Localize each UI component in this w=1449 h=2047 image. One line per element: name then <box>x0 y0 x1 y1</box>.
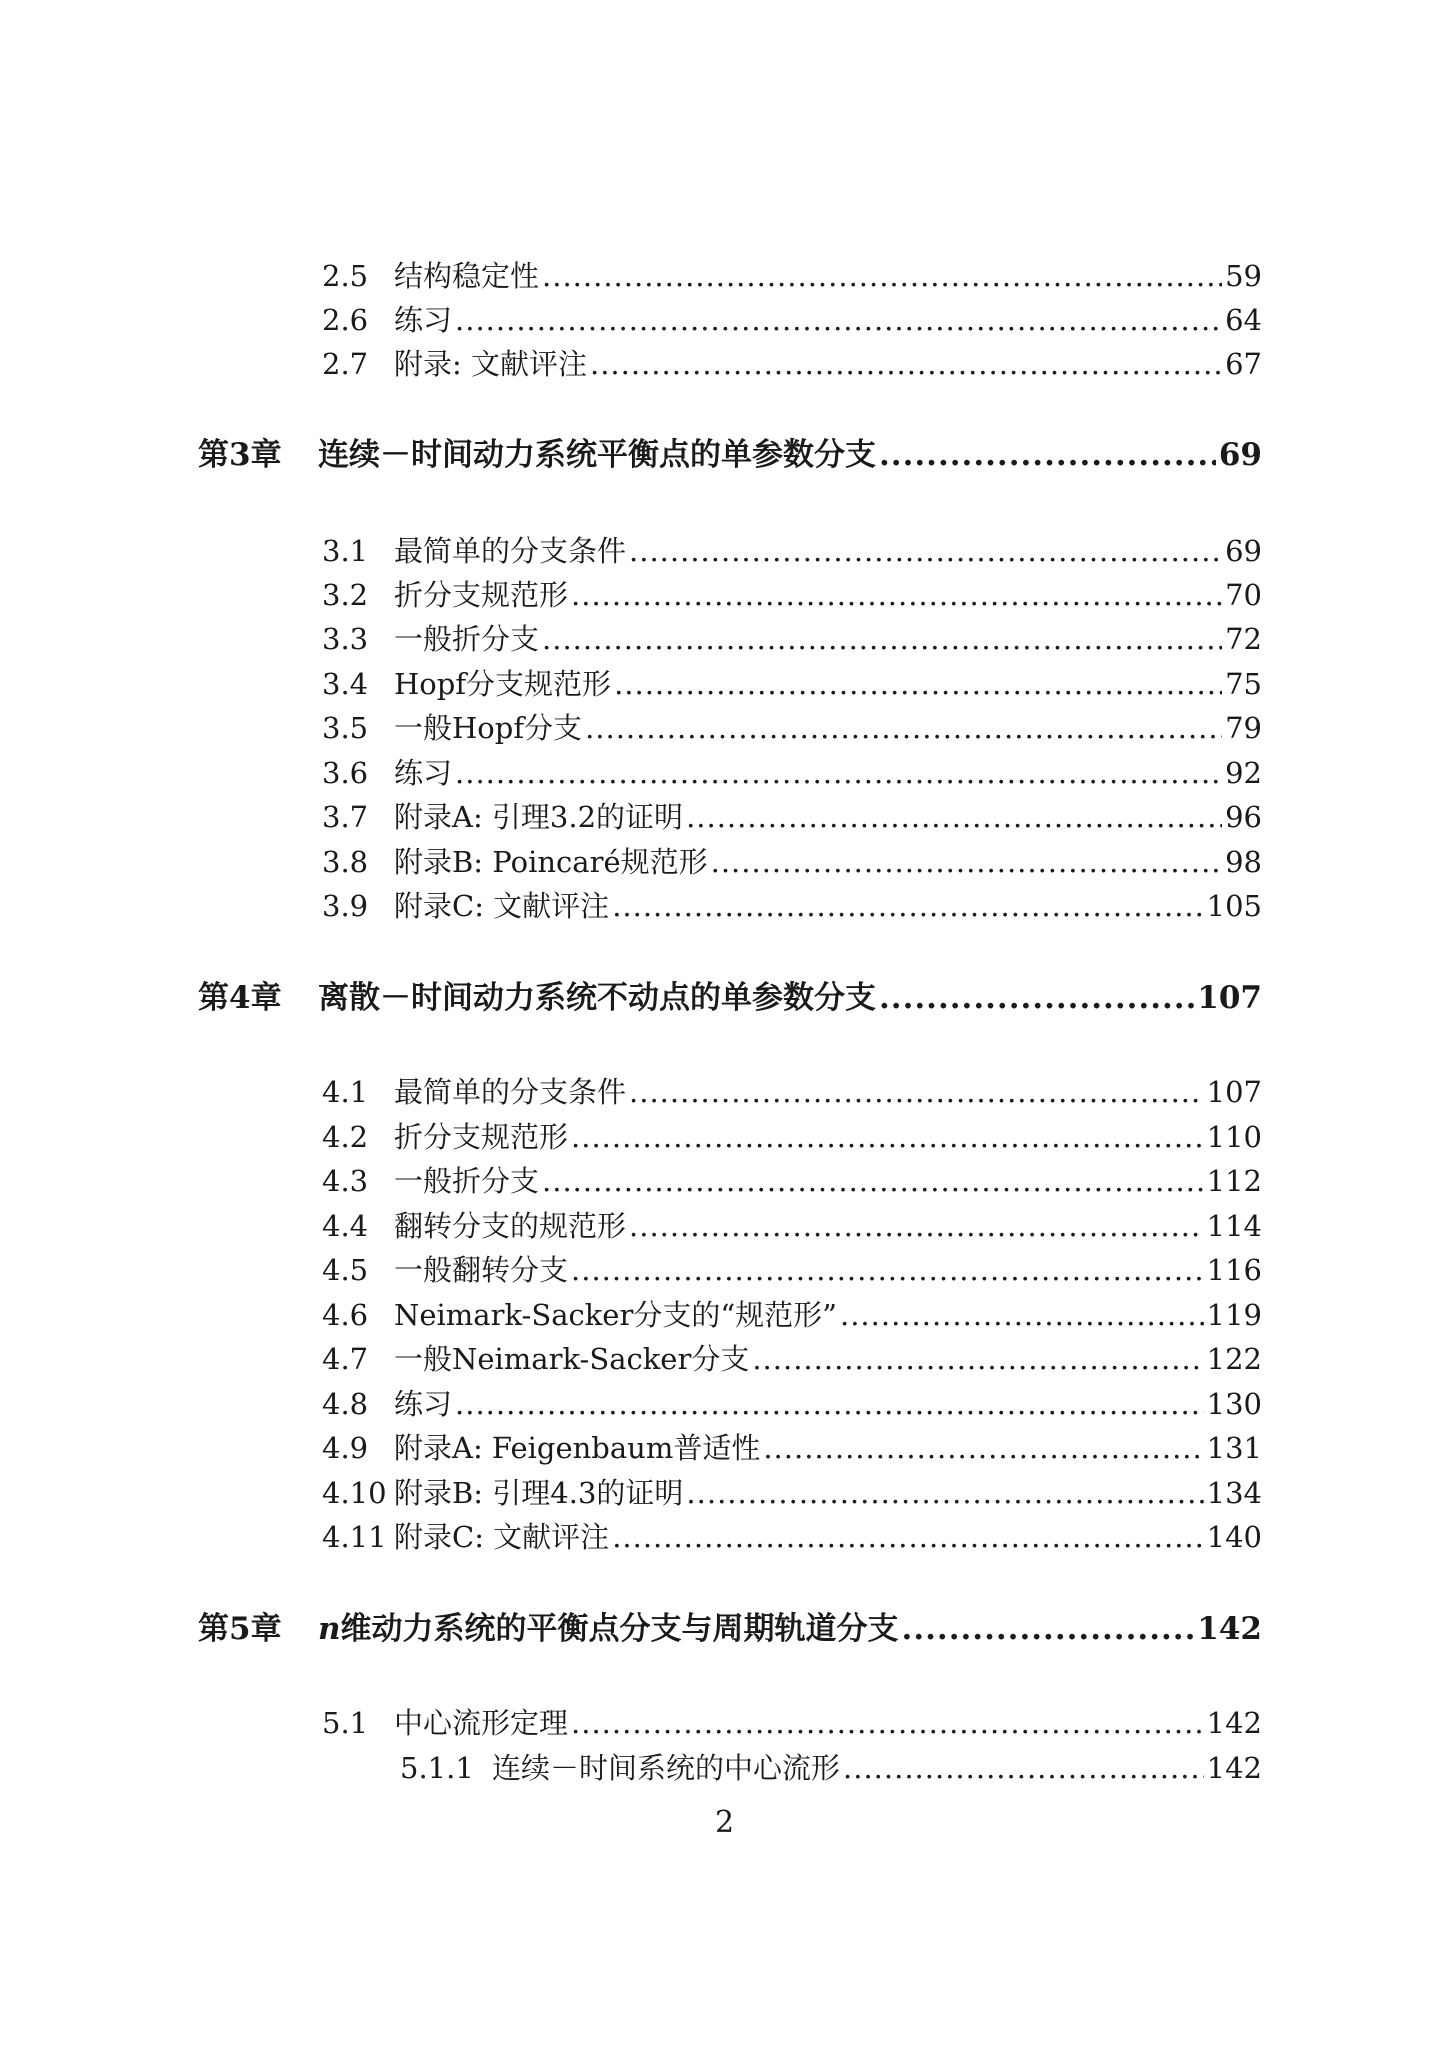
chapter-title <box>318 1609 899 1649</box>
entry-title: 一般翻转分支 <box>394 1253 569 1287</box>
dot-leader <box>571 1703 1204 1743</box>
toc-entry[interactable] <box>322 842 1262 882</box>
dot-leader <box>571 575 1222 615</box>
entry-title: 练习 <box>394 303 453 337</box>
dot-leader <box>902 1609 1195 1649</box>
entry-number: 3.1 <box>322 534 369 568</box>
toc-chapter-entry[interactable] <box>198 435 1262 475</box>
dot-leader <box>455 1384 1204 1424</box>
toc-entry[interactable] <box>322 1117 1262 1157</box>
toc-entry[interactable] <box>322 619 1262 659</box>
entry-page-number: 140 <box>1206 1520 1262 1554</box>
chapter-number: 第3章 <box>198 437 282 473</box>
dot-leader <box>843 1748 1204 1788</box>
entry-page-number: 114 <box>1206 1209 1262 1243</box>
toc-entry[interactable] <box>322 664 1262 704</box>
entry-number: 4.10 <box>322 1476 387 1510</box>
chapter-page-number: 69 <box>1218 437 1262 473</box>
entry-number: 3.4 <box>322 667 369 701</box>
entry-number: 4.6 <box>322 1298 369 1332</box>
dot-leader <box>455 753 1222 793</box>
dot-leader <box>840 1295 1204 1335</box>
toc-entry[interactable] <box>322 1206 1262 1246</box>
entry-number: 2.6 <box>322 303 369 337</box>
entry-number: 2.5 <box>322 259 369 293</box>
entry-page-number: 70 <box>1225 578 1262 612</box>
entry-title: 附录B: Poincaré规范形 <box>394 845 708 879</box>
entry-number: 3.2 <box>322 578 369 612</box>
entry-title: 最简单的分支条件 <box>394 1075 627 1109</box>
chapter-number: 第5章 <box>198 1611 282 1647</box>
dot-leader <box>571 1250 1204 1290</box>
entry-number: 3.9 <box>322 889 369 923</box>
entry-page-number: 67 <box>1225 347 1262 381</box>
dot-leader <box>686 797 1222 837</box>
entry-number: 3.8 <box>322 845 369 879</box>
entry-title: 附录: 文献评注 <box>394 347 587 381</box>
dot-leader <box>879 978 1194 1018</box>
entry-title: 一般Hopf分支 <box>394 711 583 745</box>
toc-entry[interactable] <box>322 1428 1262 1468</box>
entry-page-number: 130 <box>1206 1387 1262 1421</box>
entry-title: 附录B: 引理4.3的证明 <box>394 1476 684 1510</box>
entry-title: 练习 <box>394 756 453 790</box>
entry-number: 2.7 <box>322 347 369 381</box>
entry-title: 结构稳定性 <box>394 259 540 293</box>
chapter-title-text: 维动力系统的平衡点分支与周期轨道分支 <box>340 1611 899 1647</box>
dot-leader <box>571 1117 1204 1157</box>
chapter-title: 连续－时间动力系统平衡点的单参数分支 <box>318 437 876 473</box>
toc-entry[interactable] <box>322 753 1262 793</box>
dot-leader <box>542 1161 1204 1201</box>
entry-number: 4.7 <box>322 1342 369 1376</box>
toc-entry[interactable] <box>322 708 1262 748</box>
toc-entry[interactable] <box>322 256 1262 296</box>
entry-title: 一般折分支 <box>394 622 540 656</box>
entry-page-number: 131 <box>1206 1431 1262 1465</box>
entry-page-number: 75 <box>1225 667 1262 701</box>
chapter-page-number: 142 <box>1197 1611 1262 1647</box>
toc-entry[interactable] <box>322 1473 1262 1513</box>
chapter-title-variable: n <box>318 1611 341 1647</box>
entry-title: 折分支规范形 <box>394 578 569 612</box>
entry-title: Hopf分支规范形 <box>394 667 612 701</box>
entry-page-number: 112 <box>1206 1164 1262 1198</box>
entry-title: 翻转分支的规范形 <box>394 1209 627 1243</box>
chapter-number: 第4章 <box>198 980 282 1016</box>
toc-entry[interactable] <box>322 1384 1262 1424</box>
page-number-footer: 2 <box>714 1805 735 1840</box>
entry-title: 折分支规范形 <box>394 1120 569 1154</box>
entry-number: 3.5 <box>322 711 369 745</box>
dot-leader <box>455 300 1222 340</box>
entry-number: 4.8 <box>322 1387 369 1421</box>
entry-title: 一般折分支 <box>394 1164 540 1198</box>
dot-leader <box>585 708 1222 748</box>
dot-leader <box>614 664 1222 704</box>
dot-leader <box>879 435 1216 475</box>
entry-number: 4.3 <box>322 1164 369 1198</box>
entry-number: 4.1 <box>322 1075 369 1109</box>
dot-leader <box>763 1428 1203 1468</box>
entry-page-number: 64 <box>1225 303 1262 337</box>
toc-entry[interactable] <box>322 1517 1262 1557</box>
entry-title: 附录C: 文献评注 <box>394 1520 610 1554</box>
chapter-title: 离散－时间动力系统不动点的单参数分支 <box>318 980 876 1016</box>
entry-page-number: 116 <box>1206 1253 1262 1287</box>
dot-leader <box>612 886 1203 926</box>
entry-page-number: 72 <box>1225 622 1262 656</box>
entry-page-number: 134 <box>1206 1476 1262 1510</box>
entry-page-number: 107 <box>1206 1075 1262 1109</box>
entry-page-number: 96 <box>1225 800 1262 834</box>
dot-leader <box>629 1206 1204 1246</box>
toc-chapter-entry[interactable] <box>198 978 1262 1018</box>
entry-title: 附录C: 文献评注 <box>394 889 610 923</box>
entry-page-number: 142 <box>1206 1751 1262 1785</box>
toc-entry[interactable] <box>322 1295 1262 1335</box>
entry-number: 3.3 <box>322 622 369 656</box>
toc-entry[interactable] <box>322 300 1262 340</box>
entry-number: 4.11 <box>322 1520 387 1554</box>
entry-title: 附录A: Feigenbaum普适性 <box>394 1431 761 1465</box>
entry-page-number: 142 <box>1206 1706 1262 1740</box>
entry-page-number: 79 <box>1225 711 1262 745</box>
entry-number: 5.1 <box>322 1706 369 1740</box>
toc-subsection-entry[interactable] <box>400 1748 1262 1788</box>
toc-entry[interactable] <box>322 1161 1262 1201</box>
entry-page-number: 98 <box>1225 845 1262 879</box>
entry-title: 附录A: 引理3.2的证明 <box>394 800 684 834</box>
entry-page-number: 122 <box>1206 1342 1262 1376</box>
entry-page-number: 69 <box>1225 534 1262 568</box>
toc-entry[interactable] <box>322 575 1262 615</box>
entry-title: 中心流形定理 <box>394 1706 569 1740</box>
entry-number: 3.7 <box>322 800 369 834</box>
dot-leader <box>542 619 1222 659</box>
dot-leader <box>542 256 1222 296</box>
entry-number: 4.9 <box>322 1431 369 1465</box>
entry-title: 一般Neimark-Sacker分支 <box>394 1342 750 1376</box>
toc-entry[interactable] <box>322 1339 1262 1379</box>
dot-leader <box>629 531 1222 571</box>
entry-title: 练习 <box>394 1387 453 1421</box>
toc-entry[interactable] <box>322 1703 1262 1743</box>
dot-leader <box>612 1517 1203 1557</box>
entry-number: 4.5 <box>322 1253 369 1287</box>
dot-leader <box>711 842 1222 882</box>
toc-entry[interactable] <box>322 344 1262 384</box>
toc-entry[interactable] <box>322 531 1262 571</box>
entry-number: 4.4 <box>322 1209 369 1243</box>
entry-title: 最简单的分支条件 <box>394 534 627 568</box>
entry-number: 5.1.1 <box>400 1751 474 1785</box>
toc-chapter-entry[interactable] <box>198 1609 1262 1649</box>
entry-number: 4.2 <box>322 1120 369 1154</box>
chapter-page-number: 107 <box>1197 980 1262 1016</box>
dot-leader <box>590 344 1222 384</box>
dot-leader <box>752 1339 1203 1379</box>
entry-page-number: 92 <box>1225 756 1262 790</box>
toc-entry[interactable] <box>322 1072 1262 1112</box>
entry-number: 3.6 <box>322 756 369 790</box>
toc-entry[interactable] <box>322 797 1262 837</box>
dot-leader <box>629 1072 1204 1112</box>
toc-entry[interactable] <box>322 886 1262 926</box>
entry-page-number: 59 <box>1225 259 1262 293</box>
entry-page-number: 110 <box>1206 1120 1262 1154</box>
entry-page-number: 119 <box>1206 1298 1262 1332</box>
dot-leader <box>686 1473 1203 1513</box>
toc-entry[interactable] <box>322 1250 1262 1290</box>
entry-title: 连续－时间系统的中心流形 <box>492 1751 841 1785</box>
entry-title: Neimark-Sacker分支的“规范形” <box>394 1298 837 1332</box>
entry-page-number: 105 <box>1206 889 1262 923</box>
